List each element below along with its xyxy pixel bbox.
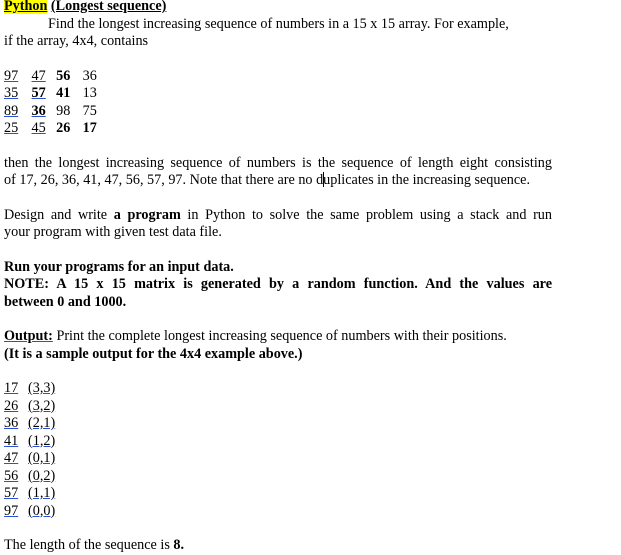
sequence-position: (1,1): [28, 485, 56, 501]
grid-cell: 45: [31, 120, 46, 136]
grid-cell: 13: [82, 85, 97, 101]
grid-cell: 56: [56, 67, 71, 84]
sequence-row: [4, 433, 552, 451]
sequence-row: [4, 485, 552, 503]
sequence-value: 97: [4, 502, 19, 519]
output-line: [4, 328, 552, 346]
length-text: The length of the sequence is: [4, 537, 174, 553]
design-line-2: your program with given test data file.: [4, 224, 222, 240]
grid-row: [4, 103, 552, 121]
grid-cell: 41: [56, 85, 71, 101]
title-rest: (Longest sequence): [50, 0, 167, 14]
sample-note: (It is a sample output for the 4x4 example above.): [4, 345, 303, 362]
sequence-list: [4, 380, 552, 520]
design-bold: a program: [113, 206, 181, 223]
grid-cell: 97: [4, 67, 19, 84]
example-grid: [4, 68, 552, 138]
document-page: [4, 0, 552, 555]
document-title: [4, 0, 552, 16]
sequence-position: (3,3): [28, 380, 56, 396]
output-label: Output:: [4, 328, 53, 344]
sequence-row: [4, 450, 552, 468]
grid-row: [4, 120, 552, 138]
intro-line-1: Find the longest increasing sequence of numbers in a 15 x 15 array. For example,: [48, 15, 509, 32]
grid-cell: 57: [31, 85, 46, 101]
explanation-text-after-caret: uplicates in the increasing sequence.: [323, 172, 530, 188]
grid-cell: 35: [4, 85, 19, 101]
grid-cell: 36: [82, 67, 97, 84]
sequence-row: [4, 468, 552, 486]
sequence-value: 57: [4, 485, 19, 501]
run-heading: Run your programs for an input data.: [4, 258, 234, 275]
sequence-position: (0,0): [28, 502, 56, 519]
length-value: 8.: [173, 537, 185, 553]
grid-cell: 36: [31, 102, 46, 119]
output-text: Print the complete longest increasing sequence of numbers with their positions.: [52, 328, 507, 344]
grid-row: [4, 68, 552, 86]
sequence-value: 36: [4, 415, 19, 431]
explanation-line-2[interactable]: [4, 172, 552, 190]
grid-row: [4, 85, 552, 103]
sequence-value: 41: [4, 432, 19, 449]
sequence-position: (1,2): [28, 432, 56, 449]
sequence-value: 17: [4, 380, 19, 396]
title-python: Python: [4, 0, 48, 14]
design-line-1: [4, 207, 552, 225]
design-text-2: in Python to solve the same problem using a stack and run: [180, 206, 552, 223]
sequence-position: (3,2): [28, 397, 56, 414]
sequence-row: [4, 380, 552, 398]
intro-line-2: if the array, 4x4, contains: [4, 33, 149, 49]
grid-cell: 17: [82, 120, 97, 136]
sequence-row: [4, 398, 552, 416]
note-line-1: NOTE: A 15 x 15 matrix is generated by a random function. And the values are: [4, 276, 552, 292]
explanation-line-1: then the longest increasing sequence of numbers is the sequence of length eight consisting: [4, 154, 552, 171]
grid-cell: 98: [56, 102, 71, 119]
explanation-text-before-caret: of 17, 26, 36, 41, 47, 56, 57, 97. Note that there are no d: [4, 172, 324, 188]
sequence-value: 47: [4, 450, 19, 466]
grid-cell: 25: [4, 120, 19, 136]
sequence-value: 56: [4, 467, 19, 484]
sequence-position: (0,2): [28, 467, 56, 484]
grid-cell: 89: [4, 102, 19, 119]
sequence-row: [4, 415, 552, 433]
note-line-2: between 0 and 1000.: [4, 293, 127, 310]
sequence-position: (0,1): [28, 450, 56, 466]
sequence-position: (2,1): [28, 415, 56, 431]
grid-cell: 75: [82, 102, 97, 119]
sequence-row: [4, 503, 552, 521]
grid-cell: 47: [31, 67, 46, 84]
length-line: [4, 537, 552, 555]
design-text-1: Design and write: [4, 206, 114, 223]
grid-cell: 26: [56, 120, 71, 136]
sequence-value: 26: [4, 397, 19, 414]
